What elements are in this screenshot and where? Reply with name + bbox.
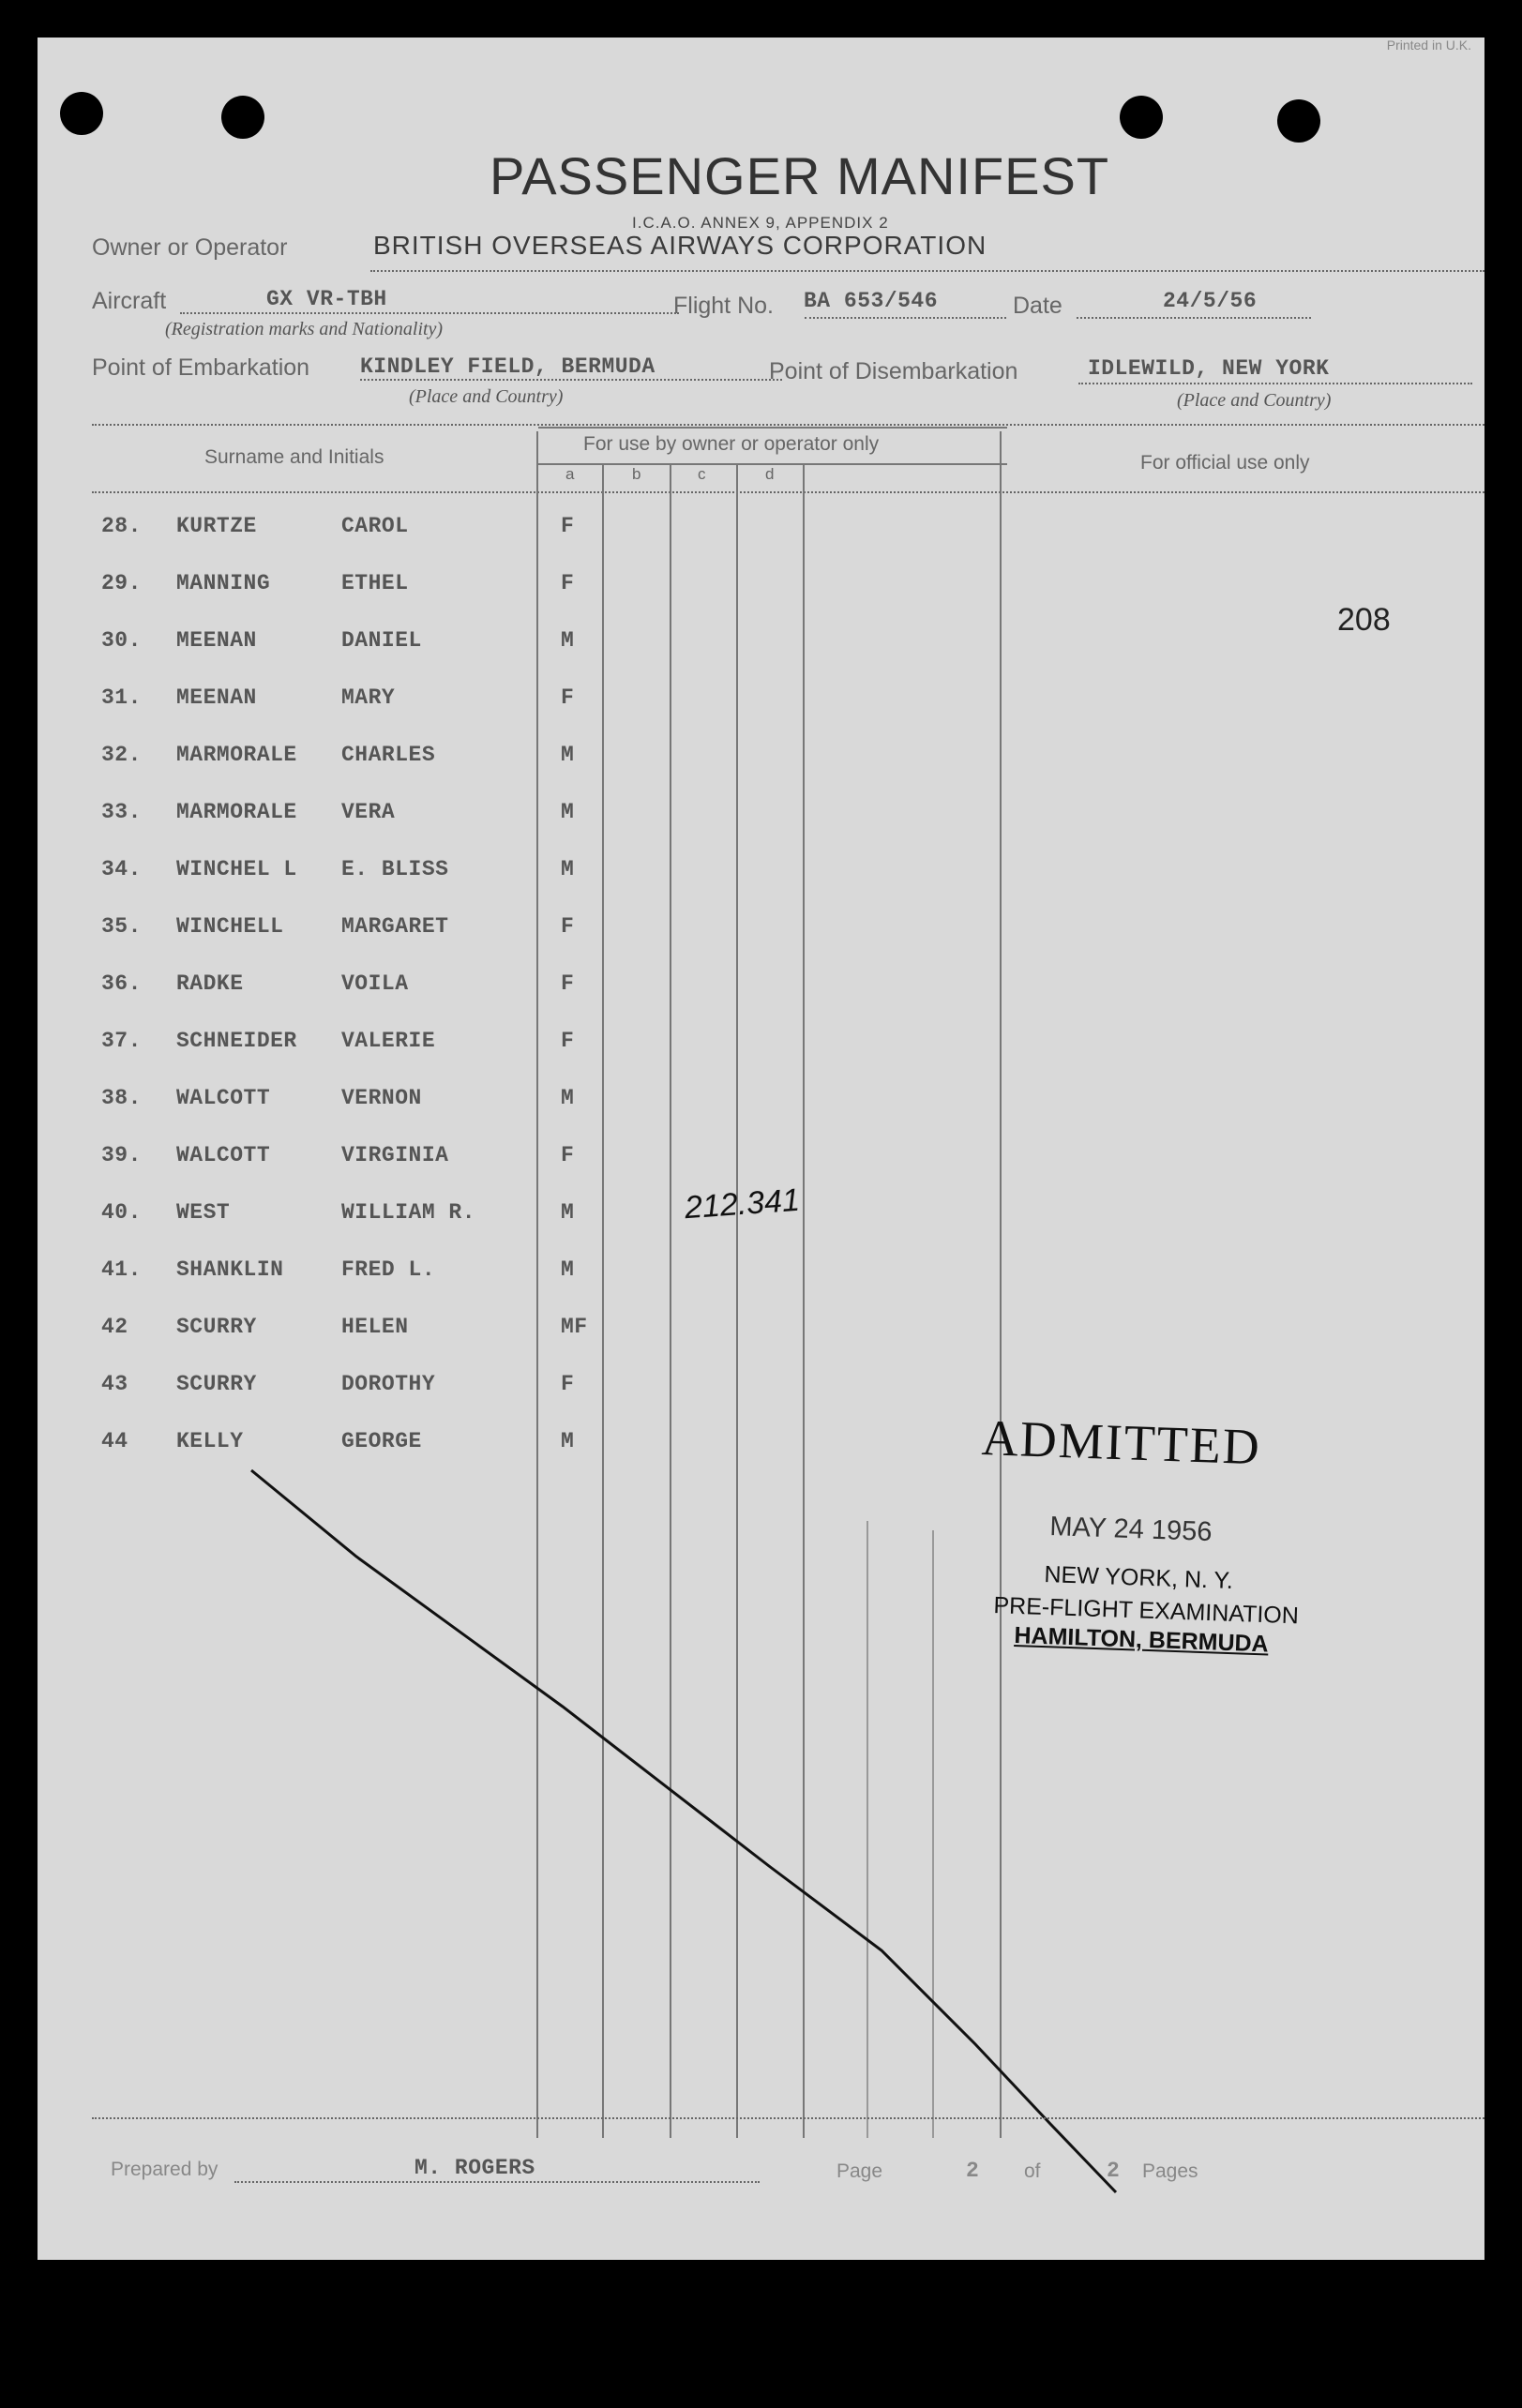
flight-value: BA 653/546 <box>804 289 939 313</box>
row-surname: SCURRY <box>176 1315 257 1339</box>
embark-value: KINDLEY FIELD, BERMUDA <box>360 354 656 379</box>
flight-label: Flight No. <box>673 293 774 319</box>
row-sex: F <box>561 571 575 595</box>
date-value: 24/5/56 <box>1163 289 1258 313</box>
row-sex: M <box>561 1200 575 1225</box>
row-sex: M <box>561 1429 575 1453</box>
row-sex: M <box>561 1257 575 1282</box>
row-number: 28. <box>101 514 142 538</box>
col-b-header: b <box>632 465 641 483</box>
stamp-date: MAY 24 1956 <box>1048 1512 1213 1548</box>
of-label: of <box>1024 2160 1041 2182</box>
row-given-name: HELEN <box>341 1315 409 1339</box>
pages-label: Pages <box>1142 2160 1198 2182</box>
row-number: 41. <box>101 1257 142 1282</box>
aircraft-note: (Registration marks and Nationality) <box>165 319 444 339</box>
row-sex: M <box>561 743 575 767</box>
embark-label: Point of Embarkation <box>92 354 310 381</box>
row-number: 36. <box>101 971 142 996</box>
row-sex: F <box>561 514 575 538</box>
owner-value: BRITISH OVERSEAS AIRWAYS CORPORATION <box>373 231 987 260</box>
owner-label: Owner or Operator <box>92 234 288 261</box>
row-number: 38. <box>101 1086 142 1110</box>
footer-rule <box>92 2117 1484 2119</box>
row-surname: WINCHELL <box>176 914 284 939</box>
row-given-name: CHARLES <box>341 743 436 767</box>
row-sex: M <box>561 628 575 653</box>
row-number: 32. <box>101 743 142 767</box>
row-sex: M <box>561 800 575 824</box>
row-number: 35. <box>101 914 142 939</box>
col-d-header: d <box>765 465 775 483</box>
stamp-line2: HAMILTON, BERMUDA <box>1014 1622 1270 1658</box>
row-number: 33. <box>101 800 142 824</box>
row-sex: M <box>561 857 575 881</box>
row-given-name: FRED L. <box>341 1257 436 1282</box>
handwritten-note: 212.341 <box>683 1181 802 1227</box>
embark-note: (Place and Country) <box>409 386 564 407</box>
stamp-city: NEW YORK, N. Y. <box>1044 1561 1234 1595</box>
row-number: 39. <box>101 1143 142 1167</box>
row-surname: WALCOTT <box>176 1143 271 1167</box>
row-given-name: MARY <box>341 685 396 710</box>
row-sex: F <box>561 1143 575 1167</box>
row-surname: SHANKLIN <box>176 1257 284 1282</box>
row-sex: F <box>561 914 575 939</box>
row-surname: KURTZE <box>176 514 257 538</box>
row-number: 44 <box>101 1429 128 1453</box>
row-surname: KELLY <box>176 1429 244 1453</box>
stamp-line1: PRE-FLIGHT EXAMINATION <box>993 1592 1300 1630</box>
printed-note: Printed in U.K. <box>1386 38 1471 53</box>
row-number: 42 <box>101 1315 128 1339</box>
prepared-rule <box>234 2181 760 2183</box>
page-title: PASSENGER MANIFEST <box>490 146 1110 205</box>
row-number: 37. <box>101 1029 142 1053</box>
row-given-name: VOILA <box>341 971 409 996</box>
col-operator-header: For use by owner or operator only <box>583 433 880 455</box>
disembark-note: (Place and Country) <box>1177 390 1332 411</box>
row-surname: WINCHEL L <box>176 857 297 881</box>
manifest-sheet <box>38 38 1484 2260</box>
row-sex: F <box>561 1372 575 1396</box>
col-name-header: Surname and Initials <box>204 446 384 468</box>
aircraft-label: Aircraft <box>92 288 167 314</box>
row-surname: WALCOTT <box>176 1086 271 1110</box>
row-given-name: VIRGINIA <box>341 1143 449 1167</box>
row-given-name: E. BLISS <box>341 857 449 881</box>
date-label: Date <box>1013 293 1062 319</box>
row-surname: MEENAN <box>176 685 257 710</box>
row-given-name: MARGARET <box>341 914 449 939</box>
row-number: 30. <box>101 628 142 653</box>
disembark-label: Point of Disembarkation <box>769 358 1018 384</box>
page-subtitle: I.C.A.O. ANNEX 9, APPENDIX 2 <box>632 214 889 232</box>
row-sex: F <box>561 971 575 996</box>
row-number: 43 <box>101 1372 128 1396</box>
row-surname: SCHNEIDER <box>176 1029 297 1053</box>
admitted-stamp: ADMITTED <box>980 1408 1262 1476</box>
row-given-name: VERA <box>341 800 396 824</box>
disembark-value: IDLEWILD, NEW YORK <box>1088 356 1330 381</box>
row-number: 40. <box>101 1200 142 1225</box>
row-given-name: GEORGE <box>341 1429 422 1453</box>
row-surname: SCURRY <box>176 1372 257 1396</box>
row-number: 29. <box>101 571 142 595</box>
row-given-name: DANIEL <box>341 628 422 653</box>
row-sex: F <box>561 685 575 710</box>
row-surname: MEENAN <box>176 628 257 653</box>
page-number: 208 <box>1337 602 1391 638</box>
col-c-header: c <box>698 465 706 483</box>
col-official-header: For official use only <box>1140 452 1310 474</box>
of-value: 2 <box>1107 2159 1121 2183</box>
row-sex: MF <box>561 1315 588 1339</box>
row-number: 34. <box>101 857 142 881</box>
aircraft-value: GX VR-TBH <box>266 287 387 311</box>
row-surname: WEST <box>176 1200 231 1225</box>
row-sex: F <box>561 1029 575 1053</box>
row-given-name: DOROTHY <box>341 1372 436 1396</box>
row-given-name: ETHEL <box>341 571 409 595</box>
col-a-header: a <box>565 465 575 483</box>
page-label: Page <box>836 2160 883 2182</box>
row-given-name: VALERIE <box>341 1029 436 1053</box>
prepared-value: M. ROGERS <box>414 2156 535 2180</box>
row-sex: M <box>561 1086 575 1110</box>
row-surname: MANNING <box>176 571 271 595</box>
row-given-name: VERNON <box>341 1086 422 1110</box>
row-given-name: WILLIAM R. <box>341 1200 476 1225</box>
row-number: 31. <box>101 685 142 710</box>
page-value: 2 <box>966 2159 980 2183</box>
prepared-label: Prepared by <box>111 2159 219 2180</box>
row-surname: RADKE <box>176 971 244 996</box>
row-surname: MARMORALE <box>176 800 297 824</box>
row-surname: MARMORALE <box>176 743 297 767</box>
strike-line <box>38 38 1484 2260</box>
row-given-name: CAROL <box>341 514 409 538</box>
